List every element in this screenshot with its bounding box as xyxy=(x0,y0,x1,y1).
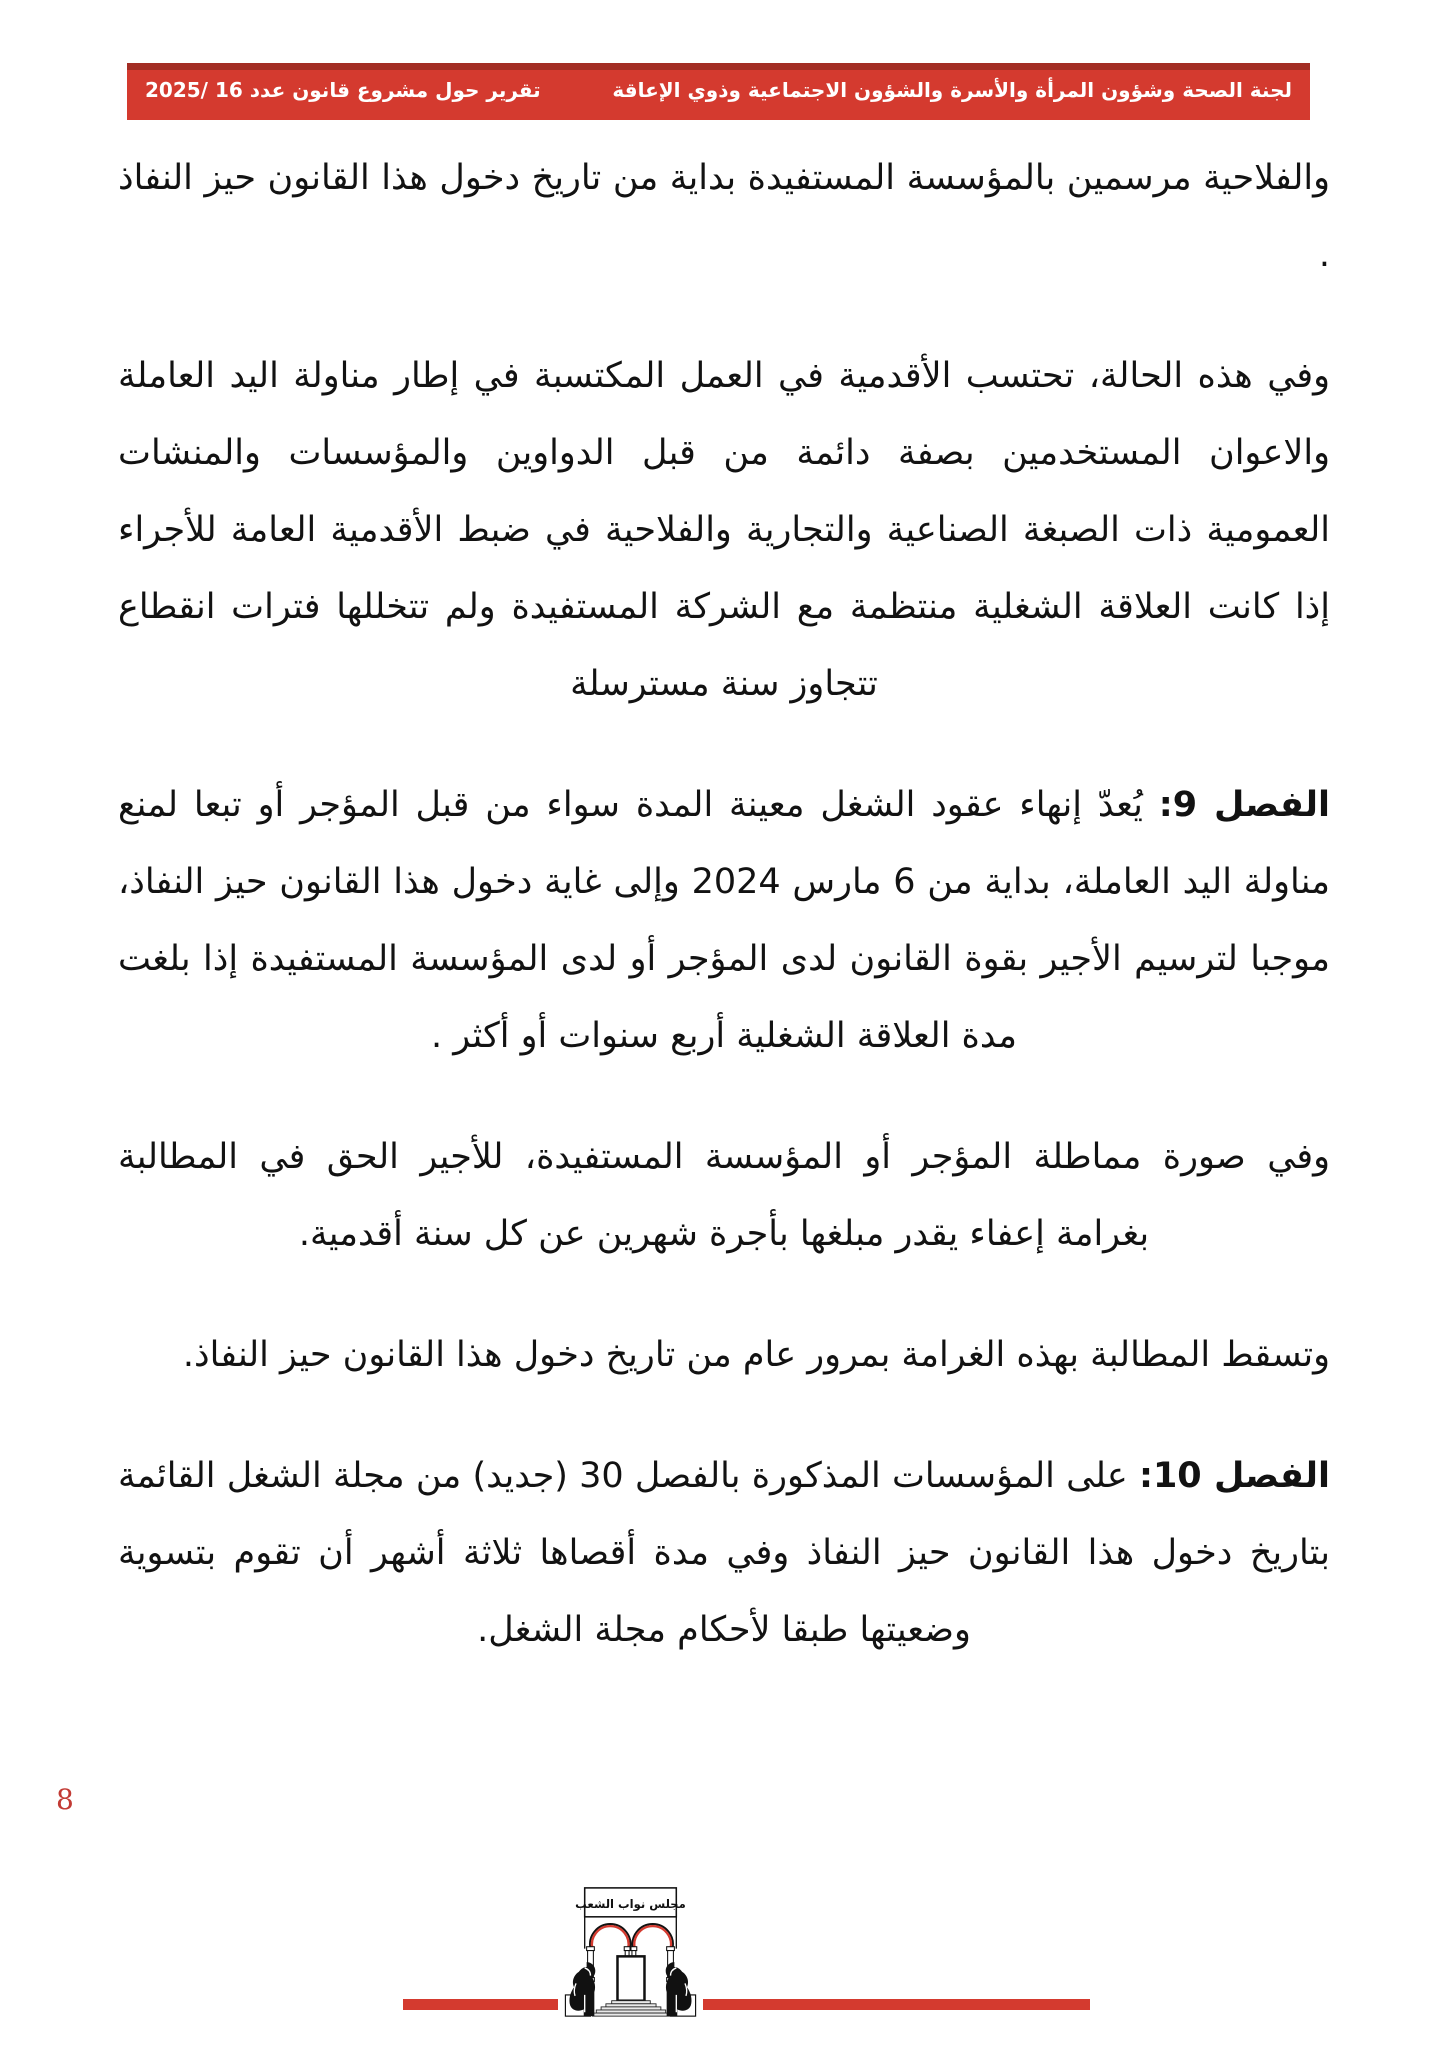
logo-door xyxy=(617,1956,644,2000)
logo-steps xyxy=(592,2001,669,2016)
logo-arches xyxy=(590,1924,673,1949)
logo-plaque xyxy=(575,1888,686,1917)
assembly-logo-icon xyxy=(558,1885,703,2020)
paragraph-text: وتسقط المطالبة بهذه الغرامة بمرور عام من تاريخ دخول هذا القانون حيز النفاذ. xyxy=(182,1335,1330,1375)
paragraph-text: وفي صورة مماطلة المؤجر أو المؤسسة المستفيدة، للأجير الحق في المطالبة بغرامة إعفاء يقدر مبلغها بأجرة شهرين عن كل سنة أقدمية. xyxy=(118,1137,1330,1254)
paragraph xyxy=(118,1317,1330,1394)
chapter-label: الفصل 10: xyxy=(1138,1456,1330,1496)
paragraph-text: يُعدّ إنهاء عقود الشغل معينة المدة سواء من قبل المؤجر أو تبعا لمنع مناولة اليد العاملة، بداية من 6 مارس 2024 وإلى غاية دخول هذا القانون حيز النفاذ، موجبا لترسيم الأجير بقوة القانون لدى المؤجر أو لدى المؤسسة المستفيدة إذا بلغت مدة العلاقة الشغلية أربع سنوات أو أكثر . xyxy=(118,785,1331,1056)
footer-rule xyxy=(403,1999,1090,2010)
header-bar xyxy=(127,63,1310,120)
header-report-ref: تقرير حول مشروع قانون عدد 16 /2025 xyxy=(145,78,541,102)
paragraph xyxy=(118,140,1330,294)
paragraph xyxy=(118,1119,1330,1273)
paragraph-text: وفي هذه الحالة، تحتسب الأقدمية في العمل المكتسبة في إطار مناولة اليد العاملة والاعوان المستخدمين بصفة دائمة من قبل الدواوين والمؤسسات والمنشات العمومية ذات الصبغة الصناعية والتجارية والفلاحية في ضبط الأقدمية العامة للأجراء إذا كانت العلاقة الشغلية منتظمة مع الشركة المستفيدة ولم تتخللها فترات انقطاع تتجاوز سنة مسترسلة xyxy=(118,356,1330,704)
lion-left-icon xyxy=(565,1962,595,2016)
header-committee-title: لجنة الصحة وشؤون المرأة والأسرة والشؤون الاجتماعية وذوي الإعاقة xyxy=(612,78,1292,102)
paragraph xyxy=(118,767,1330,1075)
logo-text: مجلس نواب الشعب xyxy=(575,1897,686,1912)
paragraph-text: على المؤسسات المذكورة بالفصل 30 (جديد) من مجلة الشغل القائمة بتاريخ دخول هذا القانون حيز النفاذ وفي مدة أقصاها ثلاثة أشهر أن تقوم بتسوية وضعيتها طبقا لأحكام مجلة الشغل. xyxy=(118,1456,1330,1650)
paragraph xyxy=(118,1438,1330,1669)
paragraph-text: والفلاحية مرسمين بالمؤسسة المستفيدة بداية من تاريخ دخول هذا القانون حيز النفاذ . xyxy=(118,158,1330,275)
lion-right-icon xyxy=(666,1962,696,2016)
paragraph xyxy=(118,338,1330,723)
page-number: 8 xyxy=(56,1783,74,1816)
chapter-label: الفصل 9: xyxy=(1158,785,1330,825)
document-body xyxy=(118,140,1330,1713)
